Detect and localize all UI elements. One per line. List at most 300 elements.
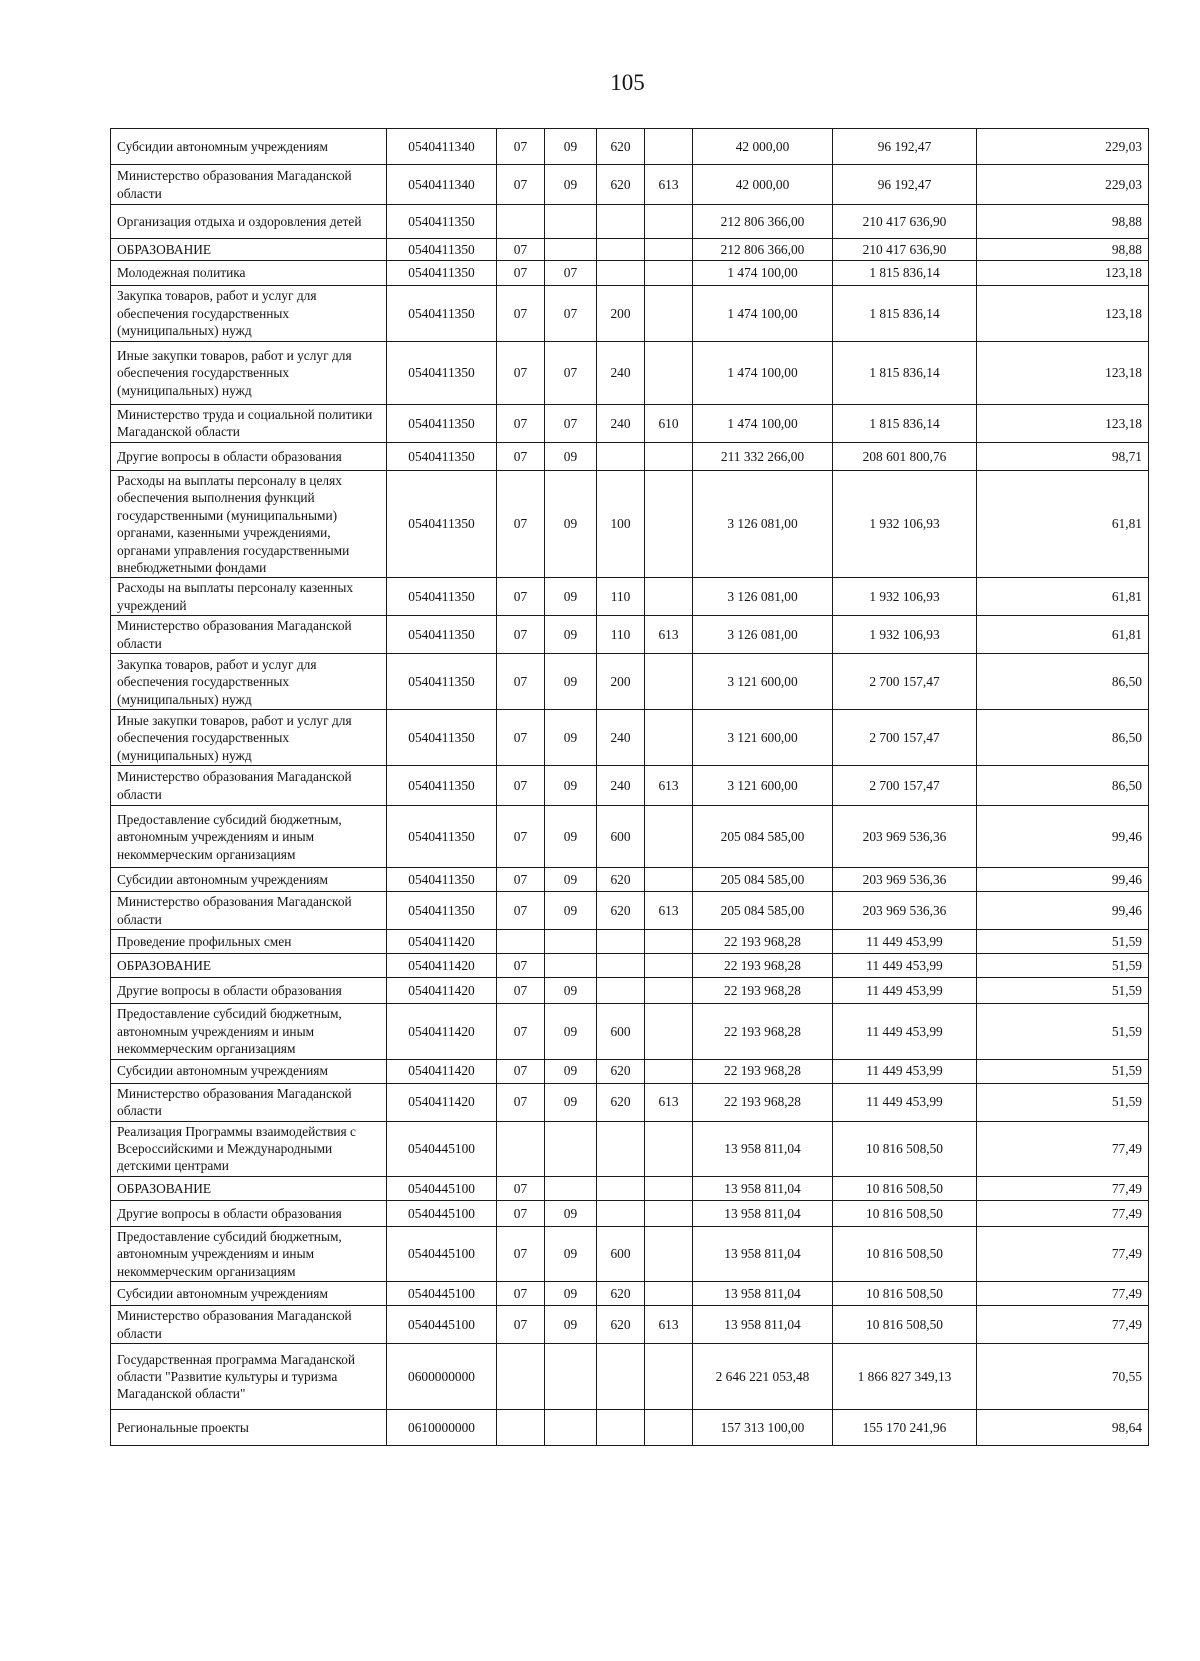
row-expense-type-cell: 620 xyxy=(597,165,645,205)
row-code-cell: 0540411350 xyxy=(387,405,497,443)
row-percent-cell: 51,59 xyxy=(977,978,1149,1004)
row-admin-cell xyxy=(645,578,693,616)
row-code-cell: 0540411350 xyxy=(387,442,497,470)
row-admin-cell xyxy=(645,239,693,261)
row-subsection-cell xyxy=(545,954,597,978)
table-row xyxy=(111,930,1149,954)
row-percent-cell: 123,18 xyxy=(977,342,1149,405)
row-actual-amount-cell: 1 815 836,14 xyxy=(833,405,977,443)
row-name-cell: Другие вопросы в области образования xyxy=(111,442,387,470)
row-subsection-cell: 09 xyxy=(545,710,597,766)
table-row xyxy=(111,1200,1149,1226)
row-admin-cell xyxy=(645,868,693,892)
row-section-cell: 07 xyxy=(497,239,545,261)
row-actual-amount-cell: 10 816 508,50 xyxy=(833,1282,977,1306)
row-section-cell: 07 xyxy=(497,261,545,286)
row-name-cell: Министерство образования Магаданской области xyxy=(111,1306,387,1344)
row-admin-cell: 613 xyxy=(645,766,693,806)
row-code-cell: 0540411420 xyxy=(387,1059,497,1083)
row-section-cell: 07 xyxy=(497,616,545,654)
row-section-cell: 07 xyxy=(497,1176,545,1200)
table-body xyxy=(111,129,1149,1446)
row-code-cell: 0540411420 xyxy=(387,930,497,954)
table-row xyxy=(111,1121,1149,1176)
row-code-cell: 0540411350 xyxy=(387,205,497,239)
table-row xyxy=(111,978,1149,1004)
row-admin-cell xyxy=(645,129,693,165)
row-admin-cell xyxy=(645,442,693,470)
row-expense-type-cell xyxy=(597,1121,645,1176)
row-admin-cell xyxy=(645,1004,693,1059)
row-percent-cell: 229,03 xyxy=(977,165,1149,205)
row-admin-cell: 613 xyxy=(645,165,693,205)
row-code-cell: 0610000000 xyxy=(387,1410,497,1446)
row-code-cell: 0540411350 xyxy=(387,239,497,261)
row-percent-cell: 77,49 xyxy=(977,1121,1149,1176)
row-admin-cell: 613 xyxy=(645,1083,693,1121)
row-code-cell: 0540411350 xyxy=(387,892,497,930)
row-subsection-cell: 09 xyxy=(545,578,597,616)
row-section-cell xyxy=(497,930,545,954)
row-code-cell: 0540411350 xyxy=(387,868,497,892)
row-percent-cell: 123,18 xyxy=(977,261,1149,286)
row-name-cell: ОБРАЗОВАНИЕ xyxy=(111,1176,387,1200)
row-name-cell: Региональные проекты xyxy=(111,1410,387,1446)
row-percent-cell: 123,18 xyxy=(977,286,1149,342)
row-percent-cell: 77,49 xyxy=(977,1176,1149,1200)
row-actual-amount-cell: 203 969 536,36 xyxy=(833,868,977,892)
row-name-cell: Расходы на выплаты персоналу в целях обеспечения выполнения функций государственными (муниципальными) органами, казенными учреждениями, органами управления государственными внебюджетными фондами xyxy=(111,470,387,578)
table-row xyxy=(111,1059,1149,1083)
row-name-cell: Предоставление субсидий бюджетным, автономным учреждениям и иным некоммерческим организациям xyxy=(111,1226,387,1281)
row-percent-cell: 51,59 xyxy=(977,1059,1149,1083)
row-planned-amount-cell: 211 332 266,00 xyxy=(693,442,833,470)
row-expense-type-cell: 240 xyxy=(597,405,645,443)
row-name-cell: Расходы на выплаты персоналу казенных учреждений xyxy=(111,578,387,616)
row-expense-type-cell: 110 xyxy=(597,616,645,654)
row-expense-type-cell xyxy=(597,239,645,261)
row-name-cell: Субсидии автономным учреждениям xyxy=(111,1059,387,1083)
row-name-cell: Предоставление субсидий бюджетным, автономным учреждениям и иным некоммерческим организациям xyxy=(111,806,387,868)
row-expense-type-cell: 620 xyxy=(597,1059,645,1083)
row-planned-amount-cell: 1 474 100,00 xyxy=(693,342,833,405)
row-name-cell: Иные закупки товаров, работ и услуг для обеспечения государственных (муниципальных) нужд xyxy=(111,710,387,766)
row-name-cell: Министерство образования Магаданской области xyxy=(111,766,387,806)
table-row xyxy=(111,442,1149,470)
row-subsection-cell: 09 xyxy=(545,892,597,930)
row-percent-cell: 99,46 xyxy=(977,868,1149,892)
row-code-cell: 0540411340 xyxy=(387,165,497,205)
row-planned-amount-cell: 2 646 221 053,48 xyxy=(693,1344,833,1410)
row-percent-cell: 51,59 xyxy=(977,1083,1149,1121)
row-name-cell: Закупка товаров, работ и услуг для обеспечения государственных (муниципальных) нужд xyxy=(111,654,387,710)
row-planned-amount-cell: 205 084 585,00 xyxy=(693,892,833,930)
row-admin-cell xyxy=(645,710,693,766)
row-actual-amount-cell: 11 449 453,99 xyxy=(833,930,977,954)
row-section-cell: 07 xyxy=(497,766,545,806)
row-actual-amount-cell: 11 449 453,99 xyxy=(833,1083,977,1121)
row-percent-cell: 99,46 xyxy=(977,806,1149,868)
row-name-cell: Министерство образования Магаданской области xyxy=(111,165,387,205)
row-actual-amount-cell: 11 449 453,99 xyxy=(833,1059,977,1083)
row-admin-cell xyxy=(645,1200,693,1226)
row-name-cell: Предоставление субсидий бюджетным, автономным учреждениям и иным некоммерческим организациям xyxy=(111,1004,387,1059)
row-expense-type-cell: 600 xyxy=(597,1226,645,1281)
row-actual-amount-cell: 1 815 836,14 xyxy=(833,261,977,286)
row-actual-amount-cell: 10 816 508,50 xyxy=(833,1306,977,1344)
row-percent-cell: 98,88 xyxy=(977,239,1149,261)
row-section-cell: 07 xyxy=(497,954,545,978)
row-expense-type-cell: 240 xyxy=(597,342,645,405)
row-subsection-cell: 07 xyxy=(545,261,597,286)
row-section-cell: 07 xyxy=(497,868,545,892)
row-planned-amount-cell: 13 958 811,04 xyxy=(693,1121,833,1176)
row-subsection-cell: 09 xyxy=(545,868,597,892)
budget-table xyxy=(110,128,1149,1446)
row-subsection-cell: 09 xyxy=(545,1004,597,1059)
row-actual-amount-cell: 11 449 453,99 xyxy=(833,1004,977,1059)
row-admin-cell: 613 xyxy=(645,892,693,930)
row-section-cell: 07 xyxy=(497,1083,545,1121)
row-planned-amount-cell: 212 806 366,00 xyxy=(693,205,833,239)
row-name-cell: Субсидии автономным учреждениям xyxy=(111,1282,387,1306)
row-subsection-cell: 09 xyxy=(545,766,597,806)
row-subsection-cell: 09 xyxy=(545,165,597,205)
row-planned-amount-cell: 22 193 968,28 xyxy=(693,1004,833,1059)
row-code-cell: 0540445100 xyxy=(387,1176,497,1200)
row-percent-cell: 51,59 xyxy=(977,954,1149,978)
row-actual-amount-cell: 210 417 636,90 xyxy=(833,205,977,239)
row-code-cell: 0540411420 xyxy=(387,954,497,978)
row-admin-cell xyxy=(645,1282,693,1306)
row-subsection-cell xyxy=(545,239,597,261)
row-subsection-cell: 09 xyxy=(545,978,597,1004)
table-row xyxy=(111,578,1149,616)
table-row xyxy=(111,806,1149,868)
row-code-cell: 0540411350 xyxy=(387,766,497,806)
row-percent-cell: 61,81 xyxy=(977,470,1149,578)
row-admin-cell xyxy=(645,954,693,978)
row-admin-cell xyxy=(645,261,693,286)
table-row xyxy=(111,868,1149,892)
row-actual-amount-cell: 1 932 106,93 xyxy=(833,578,977,616)
row-name-cell: Министерство образования Магаданской области xyxy=(111,1083,387,1121)
row-expense-type-cell: 600 xyxy=(597,1004,645,1059)
row-subsection-cell: 09 xyxy=(545,1282,597,1306)
row-planned-amount-cell: 3 126 081,00 xyxy=(693,470,833,578)
row-planned-amount-cell: 13 958 811,04 xyxy=(693,1226,833,1281)
row-code-cell: 0540445100 xyxy=(387,1282,497,1306)
row-actual-amount-cell: 1 815 836,14 xyxy=(833,342,977,405)
row-planned-amount-cell: 157 313 100,00 xyxy=(693,1410,833,1446)
row-code-cell: 0540445100 xyxy=(387,1121,497,1176)
table-row xyxy=(111,1083,1149,1121)
row-planned-amount-cell: 212 806 366,00 xyxy=(693,239,833,261)
row-expense-type-cell: 620 xyxy=(597,1306,645,1344)
row-actual-amount-cell: 203 969 536,36 xyxy=(833,892,977,930)
row-expense-type-cell xyxy=(597,1176,645,1200)
table-row xyxy=(111,165,1149,205)
row-percent-cell: 86,50 xyxy=(977,710,1149,766)
row-planned-amount-cell: 42 000,00 xyxy=(693,129,833,165)
row-actual-amount-cell: 155 170 241,96 xyxy=(833,1410,977,1446)
row-section-cell: 07 xyxy=(497,286,545,342)
row-section-cell xyxy=(497,1121,545,1176)
table-row xyxy=(111,1344,1149,1410)
row-percent-cell: 61,81 xyxy=(977,578,1149,616)
row-planned-amount-cell: 42 000,00 xyxy=(693,165,833,205)
table-row xyxy=(111,1282,1149,1306)
row-name-cell: Иные закупки товаров, работ и услуг для обеспечения государственных (муниципальных) нужд xyxy=(111,342,387,405)
row-name-cell: Министерство труда и социальной политики Магаданской области xyxy=(111,405,387,443)
row-planned-amount-cell: 3 121 600,00 xyxy=(693,710,833,766)
row-percent-cell: 98,71 xyxy=(977,442,1149,470)
row-percent-cell: 77,49 xyxy=(977,1226,1149,1281)
row-percent-cell: 229,03 xyxy=(977,129,1149,165)
table-row xyxy=(111,1004,1149,1059)
row-subsection-cell: 09 xyxy=(545,1200,597,1226)
row-subsection-cell: 07 xyxy=(545,286,597,342)
row-planned-amount-cell: 22 193 968,28 xyxy=(693,1059,833,1083)
row-code-cell: 0540411420 xyxy=(387,978,497,1004)
row-name-cell: Проведение профильных смен xyxy=(111,930,387,954)
row-expense-type-cell: 620 xyxy=(597,1083,645,1121)
row-actual-amount-cell: 96 192,47 xyxy=(833,129,977,165)
row-name-cell: Министерство образования Магаданской области xyxy=(111,616,387,654)
row-actual-amount-cell: 10 816 508,50 xyxy=(833,1200,977,1226)
row-section-cell: 07 xyxy=(497,1200,545,1226)
table-row xyxy=(111,1226,1149,1281)
row-section-cell: 07 xyxy=(497,654,545,710)
row-code-cell: 0540445100 xyxy=(387,1200,497,1226)
row-percent-cell: 70,55 xyxy=(977,1344,1149,1410)
row-actual-amount-cell: 1 815 836,14 xyxy=(833,286,977,342)
row-planned-amount-cell: 22 193 968,28 xyxy=(693,1083,833,1121)
row-subsection-cell xyxy=(545,1344,597,1410)
row-subsection-cell: 09 xyxy=(545,470,597,578)
table-row xyxy=(111,766,1149,806)
row-percent-cell: 61,81 xyxy=(977,616,1149,654)
row-percent-cell: 99,46 xyxy=(977,892,1149,930)
table-row xyxy=(111,286,1149,342)
row-name-cell: Реализация Программы взаимодействия с Всероссийскими и Международными детскими центрами xyxy=(111,1121,387,1176)
row-actual-amount-cell: 208 601 800,76 xyxy=(833,442,977,470)
row-code-cell: 0540411350 xyxy=(387,616,497,654)
row-expense-type-cell xyxy=(597,261,645,286)
row-actual-amount-cell: 1 866 827 349,13 xyxy=(833,1344,977,1410)
table-row xyxy=(111,954,1149,978)
row-actual-amount-cell: 203 969 536,36 xyxy=(833,806,977,868)
row-subsection-cell: 09 xyxy=(545,654,597,710)
row-subsection-cell: 07 xyxy=(545,405,597,443)
row-expense-type-cell xyxy=(597,205,645,239)
row-section-cell: 07 xyxy=(497,806,545,868)
row-subsection-cell xyxy=(545,1410,597,1446)
row-admin-cell: 610 xyxy=(645,405,693,443)
row-admin-cell xyxy=(645,1176,693,1200)
row-section-cell: 07 xyxy=(497,1059,545,1083)
row-actual-amount-cell: 96 192,47 xyxy=(833,165,977,205)
row-planned-amount-cell: 22 193 968,28 xyxy=(693,978,833,1004)
row-subsection-cell: 07 xyxy=(545,342,597,405)
row-percent-cell: 98,64 xyxy=(977,1410,1149,1446)
row-subsection-cell xyxy=(545,1176,597,1200)
row-section-cell xyxy=(497,1410,545,1446)
row-expense-type-cell: 100 xyxy=(597,470,645,578)
row-section-cell: 07 xyxy=(497,1306,545,1344)
row-expense-type-cell xyxy=(597,1200,645,1226)
row-section-cell: 07 xyxy=(497,892,545,930)
row-planned-amount-cell: 13 958 811,04 xyxy=(693,1200,833,1226)
row-admin-cell xyxy=(645,205,693,239)
row-actual-amount-cell: 10 816 508,50 xyxy=(833,1226,977,1281)
row-section-cell: 07 xyxy=(497,165,545,205)
table-row xyxy=(111,1176,1149,1200)
page-number: 105 xyxy=(610,70,645,95)
row-expense-type-cell xyxy=(597,930,645,954)
table-row xyxy=(111,261,1149,286)
row-percent-cell: 77,49 xyxy=(977,1306,1149,1344)
row-expense-type-cell: 110 xyxy=(597,578,645,616)
table-row xyxy=(111,1410,1149,1446)
table-row xyxy=(111,1306,1149,1344)
row-actual-amount-cell: 1 932 106,93 xyxy=(833,470,977,578)
row-planned-amount-cell: 22 193 968,28 xyxy=(693,930,833,954)
row-admin-cell xyxy=(645,1059,693,1083)
row-code-cell: 0540411350 xyxy=(387,470,497,578)
row-planned-amount-cell: 3 121 600,00 xyxy=(693,766,833,806)
row-actual-amount-cell: 2 700 157,47 xyxy=(833,766,977,806)
row-percent-cell: 98,88 xyxy=(977,205,1149,239)
row-name-cell: Молодежная политика xyxy=(111,261,387,286)
row-admin-cell xyxy=(645,1344,693,1410)
row-subsection-cell xyxy=(545,930,597,954)
row-percent-cell: 86,50 xyxy=(977,766,1149,806)
row-expense-type-cell xyxy=(597,954,645,978)
row-name-cell: Субсидии автономным учреждениям xyxy=(111,129,387,165)
row-subsection-cell: 09 xyxy=(545,1306,597,1344)
row-admin-cell: 613 xyxy=(645,1306,693,1344)
table-row xyxy=(111,470,1149,578)
row-percent-cell: 86,50 xyxy=(977,654,1149,710)
row-subsection-cell: 09 xyxy=(545,1226,597,1281)
row-code-cell: 0540411350 xyxy=(387,710,497,766)
row-code-cell: 0540445100 xyxy=(387,1226,497,1281)
row-expense-type-cell xyxy=(597,1344,645,1410)
row-section-cell: 07 xyxy=(497,1282,545,1306)
row-code-cell: 0540411420 xyxy=(387,1004,497,1059)
row-planned-amount-cell: 1 474 100,00 xyxy=(693,405,833,443)
row-subsection-cell: 09 xyxy=(545,616,597,654)
row-expense-type-cell xyxy=(597,442,645,470)
row-admin-cell xyxy=(645,470,693,578)
row-section-cell: 07 xyxy=(497,442,545,470)
row-admin-cell xyxy=(645,806,693,868)
row-name-cell: Закупка товаров, работ и услуг для обеспечения государственных (муниципальных) нужд xyxy=(111,286,387,342)
row-planned-amount-cell: 3 126 081,00 xyxy=(693,578,833,616)
row-planned-amount-cell: 22 193 968,28 xyxy=(693,954,833,978)
row-planned-amount-cell: 205 084 585,00 xyxy=(693,868,833,892)
row-name-cell: ОБРАЗОВАНИЕ xyxy=(111,239,387,261)
row-admin-cell xyxy=(645,1226,693,1281)
row-section-cell xyxy=(497,1344,545,1410)
row-name-cell: Субсидии автономным учреждениям xyxy=(111,868,387,892)
row-expense-type-cell: 200 xyxy=(597,286,645,342)
row-percent-cell: 51,59 xyxy=(977,930,1149,954)
row-section-cell: 07 xyxy=(497,978,545,1004)
row-subsection-cell: 09 xyxy=(545,1059,597,1083)
row-percent-cell: 51,59 xyxy=(977,1004,1149,1059)
row-planned-amount-cell: 205 084 585,00 xyxy=(693,806,833,868)
row-admin-cell xyxy=(645,654,693,710)
row-actual-amount-cell: 210 417 636,90 xyxy=(833,239,977,261)
row-code-cell: 0540411420 xyxy=(387,1083,497,1121)
row-code-cell: 0600000000 xyxy=(387,1344,497,1410)
row-name-cell: Государственная программа Магаданской области "Развитие культуры и туризма Магаданской области" xyxy=(111,1344,387,1410)
row-name-cell: Другие вопросы в области образования xyxy=(111,1200,387,1226)
row-section-cell xyxy=(497,205,545,239)
row-code-cell: 0540411350 xyxy=(387,806,497,868)
row-planned-amount-cell: 1 474 100,00 xyxy=(693,286,833,342)
row-expense-type-cell: 200 xyxy=(597,654,645,710)
table-row xyxy=(111,239,1149,261)
table-row xyxy=(111,710,1149,766)
row-expense-type-cell: 240 xyxy=(597,710,645,766)
row-name-cell: Организация отдыха и оздоровления детей xyxy=(111,205,387,239)
row-code-cell: 0540411350 xyxy=(387,342,497,405)
table-row xyxy=(111,405,1149,443)
row-planned-amount-cell: 1 474 100,00 xyxy=(693,261,833,286)
row-admin-cell xyxy=(645,930,693,954)
row-planned-amount-cell: 13 958 811,04 xyxy=(693,1282,833,1306)
row-actual-amount-cell: 2 700 157,47 xyxy=(833,710,977,766)
row-actual-amount-cell: 11 449 453,99 xyxy=(833,978,977,1004)
row-percent-cell: 77,49 xyxy=(977,1282,1149,1306)
table-row xyxy=(111,205,1149,239)
row-expense-type-cell: 620 xyxy=(597,129,645,165)
row-subsection-cell: 09 xyxy=(545,129,597,165)
row-planned-amount-cell: 3 126 081,00 xyxy=(693,616,833,654)
row-expense-type-cell xyxy=(597,978,645,1004)
row-subsection-cell: 09 xyxy=(545,442,597,470)
row-expense-type-cell: 240 xyxy=(597,766,645,806)
row-code-cell: 0540411350 xyxy=(387,286,497,342)
row-section-cell: 07 xyxy=(497,710,545,766)
row-admin-cell xyxy=(645,1410,693,1446)
row-actual-amount-cell: 10 816 508,50 xyxy=(833,1176,977,1200)
row-actual-amount-cell: 11 449 453,99 xyxy=(833,954,977,978)
row-expense-type-cell: 620 xyxy=(597,868,645,892)
row-section-cell: 07 xyxy=(497,1226,545,1281)
row-section-cell: 07 xyxy=(497,470,545,578)
row-name-cell: ОБРАЗОВАНИЕ xyxy=(111,954,387,978)
row-section-cell: 07 xyxy=(497,342,545,405)
row-admin-cell xyxy=(645,1121,693,1176)
row-section-cell: 07 xyxy=(497,578,545,616)
row-percent-cell: 77,49 xyxy=(977,1200,1149,1226)
row-planned-amount-cell: 13 958 811,04 xyxy=(693,1306,833,1344)
row-section-cell: 07 xyxy=(497,1004,545,1059)
row-admin-cell xyxy=(645,978,693,1004)
row-planned-amount-cell: 3 121 600,00 xyxy=(693,654,833,710)
row-expense-type-cell: 600 xyxy=(597,806,645,868)
table-row xyxy=(111,654,1149,710)
row-code-cell: 0540411350 xyxy=(387,654,497,710)
row-section-cell: 07 xyxy=(497,129,545,165)
row-name-cell: Другие вопросы в области образования xyxy=(111,978,387,1004)
row-code-cell: 0540445100 xyxy=(387,1306,497,1344)
row-subsection-cell xyxy=(545,1121,597,1176)
